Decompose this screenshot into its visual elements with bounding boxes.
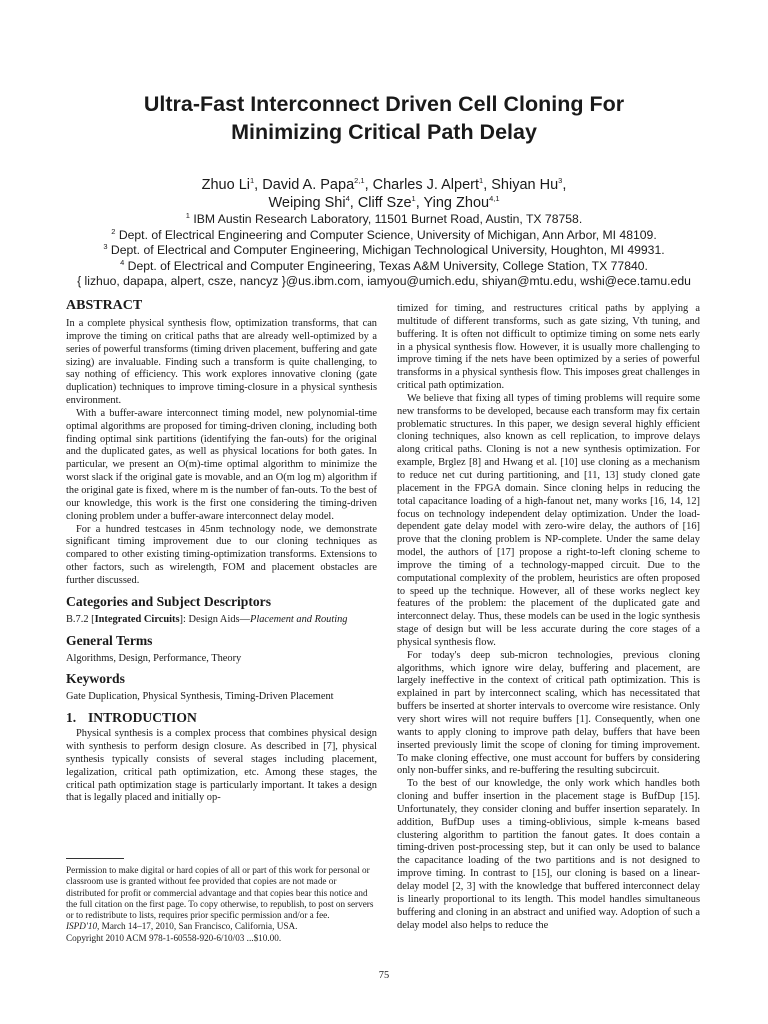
left-column	[66, 298, 377, 805]
author-name: Shiyan Hu	[491, 177, 559, 193]
title-line-1: Ultra-Fast Interconnect Driven Cell Cloning For	[143, 92, 625, 116]
section-title: INTRODUCTION	[88, 710, 197, 726]
permission-notice	[66, 865, 377, 944]
author-affil-mark: 3	[558, 176, 563, 186]
author-affil-mark: 1	[250, 176, 255, 186]
paper-title	[0, 90, 768, 146]
author-affil-mark: 4	[345, 194, 350, 204]
author-name: Weiping Shi	[268, 195, 346, 211]
page-number: 75	[378, 970, 390, 981]
conference-line	[66, 921, 377, 932]
permission-text: Permission to make digital or hard copies of all or part of this work for personal or classroom use is granted without fee provided that copies are not made or distributed for profit or commercial advantage and that copies bear this notice and the full citation on the first page. To copy otherwise, to republish, to post on servers or to redistribute to lists, requires prior specific permission and/or a fee.	[66, 865, 374, 921]
affil-number: 2	[111, 226, 116, 236]
abstract-paragraph: In a complete physical synthesis flow, optimization transforms, that can improve the timing on critical paths that are already well-optimized by a series of powerful transforms (timing driven placement, buffering and gate sizing) are invaluable. Finding such a transform is quite challenging, to say nothing of efficiency. This work explores innovative cloning (gate duplication) techniques to improve timing-closure in a physical synthesis environment.	[66, 318, 377, 407]
affiliation	[0, 228, 768, 244]
category-code: B.7.2 [	[66, 613, 95, 625]
categories-heading: Categories and Subject Descriptors	[66, 593, 272, 609]
body-paragraph: To the best of our knowledge, the only work which handles both cloning and buffer insertion in the placement stage is BufDup [15]. Unfortunately, they consider cloning and buffer insertion separately. In addition, BufDup uses a timing-oblivious, simple k-means based clustering algorithm to partition the fanout gates. It does contain a timing-driven post-processing step, but it can only be used to balance the capacitance loading of the two partitions and is not designed to improve timing. In contrast to [15], our cloning is based on a linear-delay model [2, 3] with the knowledge that buffered interconnect delay is linearly proportional to its length. This model handles simultaneous buffering and cloning in an abstract and unified way. Adoption of such a delay model also helps to reduce the	[397, 778, 700, 931]
author-affil-mark: 2,1	[354, 176, 365, 186]
affil-number: 4	[120, 257, 125, 267]
body-paragraph: Physical synthesis is a complex process that combines physical design with synthesis to perform design closure. As described in [7], physical synthesis typically consists of several stages including placement, legalization, critical path optimization, etc. Among these stages, the critical path optimization stage is particularly important. It takes a design that is legally placed and initially op-	[66, 728, 377, 804]
keywords: Gate Duplication, Physical Synthesis, Timing-Driven Placement	[66, 691, 334, 703]
affil-text: IBM Austin Research Laboratory, 11501 Burnet Road, Austin, TX 78758.	[193, 212, 583, 226]
general-terms-heading: General Terms	[66, 632, 153, 648]
body-paragraph: We believe that fixing all types of timing problems will require some new transforms to be developed, because each transform may fix certain problematic structures. In this paper, we design several highly efficient cloning techniques, also known as cell replication, to improve delays along critical paths. Cloning is not a new synthesis optimization. For example, Brglez [8] and Hwang et al. [10] use cloning as a mechanism to reduce net cut during partitioning, and [11, 13] study cloned gate placement in the FPGA domain. Since cloning helps in reducing the total capacitance loading of a high-fanout net, many works [16, 14, 12] focus on technology independent delay optimization. Under the load-dependent gate delay model with zero-wire delay, the authors of [16] prove that the cloning problem is NP-complete. Under the same delay model, the authors of [17] propose a right-to-left cloning scheme to improve the timing of a technology-mapped circuit. Due to the computational complexity of the problem, heuristics are often proposed to speed up the technique. However, all of these works neglect key features of the problem: the placement of the duplicated gate and interconnect delay. Thus, these models can be used in the logic synthesis stage of design but will be less accurate during the core stages of a physical synthesis flow.	[397, 392, 700, 648]
abstract-paragraph: For a hundred testcases in 45nm technology node, we demonstrate significant timing improvement due to our cloning techniques as compared to other existing timing-optimization transforms. Extensions to other factors, such as wirelength, FOM and placement obstacles are further discussed.	[66, 523, 377, 586]
category-name: Integrated Circuits	[94, 613, 180, 625]
author-name: Charles J. Alpert	[372, 177, 480, 193]
conference-details: March 14–17, 2010, San Francisco, California, USA.	[99, 921, 298, 932]
intro-heading	[66, 710, 377, 726]
author-affil-mark: 1	[411, 194, 416, 204]
author-emails: { lizhuo, dapapa, alpert, csze, nancyz }@us.ibm.com, iamyou@umich.edu, shiyan@mtu.edu, wshi@ece.tamu.edu	[77, 274, 691, 288]
author-name: Cliff Sze	[357, 195, 412, 211]
footnote-rule	[66, 858, 124, 859]
conference-name: ISPD'10,	[66, 921, 100, 932]
body-paragraph: timized for timing, and restructures critical paths by applying a multitude of different transforms, such as gate sizing, Vth tuning, and buffering. It is often not difficult to optimize timing on some nets early in a physical synthesis flow. However, it is usually more challenging to improve timing if the nets have been optimized by a series of powerful transforms in a physical synthesis flow. This imposes great challenges in critical path optimization.	[397, 303, 700, 392]
title-block	[0, 90, 768, 146]
copyright-line: Copyright 2010 ACM 978-1-60558-920-6/10/03 ...$10.00.	[66, 932, 282, 943]
affiliation	[0, 259, 768, 275]
affiliation-list	[0, 212, 768, 290]
author-name: Zhuo Li	[201, 177, 250, 193]
right-column	[397, 303, 700, 932]
general-terms: Algorithms, Design, Performance, Theory	[66, 652, 242, 664]
affiliation	[0, 243, 768, 259]
author-name: Ying Zhou	[423, 195, 490, 211]
affil-text: Dept. of Electrical and Computer Engineering, Texas A&M University, College Station, TX 77840.	[127, 258, 648, 273]
affil-text: Dept. of Electrical and Computer Engineering, Michigan Technological University, Houghton, MI 49931.	[110, 243, 665, 257]
abstract-paragraph: With a buffer-aware interconnect timing model, new polynomial-time optimal algorithms are proposed for timing-driven cloning, including both finding optimal sink partitions (identifying the fan-outs) for the original and the duplicated gates, as well as physical locations for both gates. In particular, we present an O(m)-time optimal algorithm to minimize the worst slack if the original gate is movable, and an O(m log m) algorithm if the original gate is fixed, where m is the number of fan-outs. To the best of our knowledge, this work is the first one considering the timing-driven cloning problem under a buffer-aware interconnect delay model.	[66, 407, 378, 522]
author-name: David A. Papa	[262, 177, 355, 193]
author-list: Zhuo Li$^1$, David A. Papa$^{2,1}$, Charles J. Alpert$^1$, Shiyan Hu$^3$, Weiping Shi$^4$, Cliff Sze$^1$, Ying Zhou$^{4,1}$	[201, 176, 567, 211]
category-topic: Placement and Routing	[249, 613, 348, 625]
keywords-heading: Keywords	[66, 671, 125, 687]
section-number: 1.	[66, 710, 77, 726]
affil-text: Dept. of Electrical Engineering and Computer Science, University of Michigan, Ann Arbor, MI 48109.	[118, 227, 657, 242]
category-rest: ]: Design Aids—	[179, 613, 250, 625]
affil-number: 1	[185, 210, 190, 220]
affil-number: 3	[103, 241, 108, 251]
title-line-2: Minimizing Critical Path Delay	[231, 120, 537, 144]
body-paragraph: For today's deep sub-micron technologies, previous cloning algorithms, which ignore wire delay, buffering and placement, are largely ineffective in the context of critical path optimization. This is explained in part by interconnect scaling, which has necessitated that buffers be inserted at shorter intervals to overcome wire resistance. Only very short wires will not require buffers [1]. Consequently, when one wants to apply cloning to improve path delay, buffers that have been inserted previously limit the scope of cloning for timing improvement. To make cloning effective, one must account for buffers by considering only non-buffer sinks, and re-buffering the resulting subcircuit.	[397, 649, 700, 777]
author-affil-mark: 4,1	[489, 194, 500, 204]
author-affil-mark: 1	[479, 176, 484, 186]
abstract-heading: ABSTRACT	[66, 298, 143, 313]
affiliation	[0, 212, 768, 228]
categories-text	[66, 614, 377, 627]
